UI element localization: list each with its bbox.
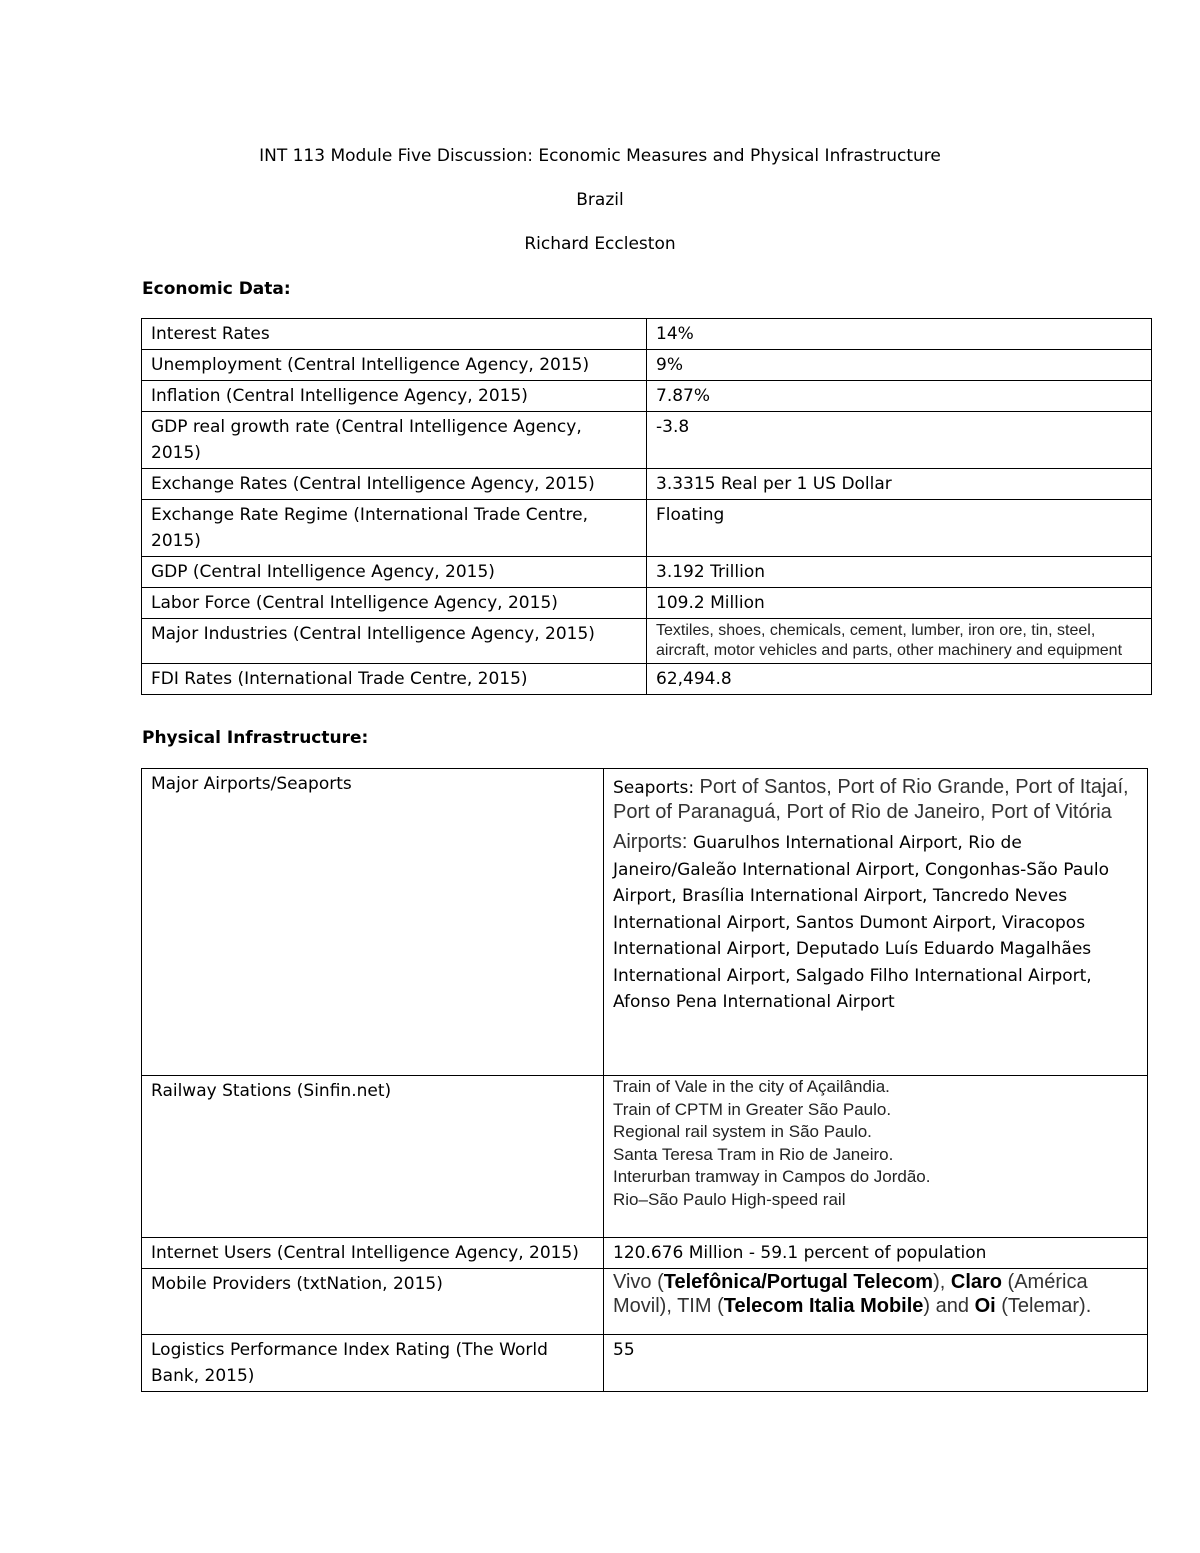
seaports-text: Port of Santos, Port of Rio Grande, Port of Itajaí, Port of Paranaguá, Port of Rio de Janeiro, Port of Vitória — [613, 776, 1129, 823]
row-value: 9% — [647, 350, 1152, 381]
table-row — [142, 500, 1152, 557]
row-value: Textiles, shoes, chemicals, cement, lumber, iron ore, tin, steel, aircraft, motor vehicles and parts, other machinery and equipment — [647, 619, 1152, 664]
row-label: Exchange Rate Regime (International Trade Centre, 2015) — [142, 500, 647, 557]
table-row — [142, 412, 1152, 469]
row-label: Major Industries (Central Intelligence Agency, 2015) — [142, 619, 647, 664]
row-value: 3.3315 Real per 1 US Dollar — [647, 469, 1152, 500]
row-label: Inflation (Central Intelligence Agency, 2015) — [142, 381, 647, 412]
table-row — [142, 469, 1152, 500]
table-row — [142, 381, 1152, 412]
mobile-brand: Claro — [950, 1271, 1002, 1293]
railway-item: Rio–São Paulo High-speed rail — [613, 1189, 846, 1209]
airports-paragraph — [613, 830, 1138, 1016]
table-row — [142, 319, 1152, 350]
row-label: GDP real growth rate (Central Intelligence Agency, 2015) — [142, 412, 647, 469]
row-label: Logistics Performance Index Rating (The World Bank, 2015) — [142, 1335, 604, 1392]
mobile-brand: Telecom Italia Mobile — [723, 1295, 924, 1317]
row-label: Railway Stations (Sinfin.net) — [142, 1076, 604, 1238]
table-row — [142, 350, 1152, 381]
mobile-text: (América Movil), TIM ( — [613, 1271, 1088, 1317]
table-row — [142, 769, 1148, 1076]
row-value: 120.676 Million - 59.1 percent of population — [604, 1238, 1148, 1269]
table-row — [142, 1269, 1148, 1335]
row-value: 55 — [604, 1335, 1148, 1392]
table-row — [142, 1335, 1148, 1392]
mobile-text: ) and — [923, 1295, 975, 1317]
row-value: Floating — [647, 500, 1152, 557]
row-value: 7.87% — [647, 381, 1152, 412]
row-label: FDI Rates (International Trade Centre, 2015) — [142, 664, 647, 695]
author-name: Richard Eccleston — [524, 234, 676, 254]
physical-infrastructure-heading: Physical Infrastructure: — [142, 728, 369, 748]
document-title: INT 113 Module Five Discussion: Economic Measures and Physical Infrastructure — [259, 146, 941, 166]
railway-item: Train of Vale in the city of Açailândia. — [613, 1077, 890, 1096]
row-label: Major Airports/Seaports — [142, 769, 604, 1076]
row-value: 109.2 Million — [647, 588, 1152, 619]
row-label: Internet Users (Central Intelligence Agency, 2015) — [142, 1238, 604, 1269]
table-row — [142, 664, 1152, 695]
row-label: Interest Rates — [142, 319, 647, 350]
row-label: Unemployment (Central Intelligence Agency, 2015) — [142, 350, 647, 381]
airports-text: Guarulhos International Airport, Rio de Janeiro/Galeão International Airport, Congonhas-São Paulo Airport, Brasília International Airport, Tancredo Neves International Airport, Santos Dumont Airport, Viracopos International Airport, Deputado Luís Eduardo Magalhães International Airport, Salgado Filho International Airport, Afonso Pena International Airport — [613, 833, 1110, 1012]
railway-item: Train of CPTM in Greater São Paulo. — [613, 1099, 892, 1119]
airports-prefix: Airports: — [613, 831, 694, 853]
row-value — [604, 769, 1148, 1076]
row-label: Exchange Rates (Central Intelligence Agency, 2015) — [142, 469, 647, 500]
row-value: 62,494.8 — [647, 664, 1152, 695]
railway-item: Regional rail system in São Paulo. — [613, 1122, 872, 1142]
table-row — [142, 557, 1152, 588]
table-row — [142, 588, 1152, 619]
country-name: Brazil — [576, 190, 624, 210]
mobile-brand: Oi — [974, 1295, 996, 1317]
infrastructure-table — [141, 768, 1148, 1392]
table-row — [142, 619, 1152, 664]
row-value — [604, 1076, 1148, 1238]
row-value — [604, 1269, 1148, 1335]
mobile-text: ), — [933, 1271, 951, 1293]
table-row — [142, 1076, 1148, 1238]
row-value: 3.192 Trillion — [647, 557, 1152, 588]
railway-item: Interurban tramway in Campos do Jordão. — [613, 1167, 931, 1187]
economic-data-heading: Economic Data: — [142, 279, 291, 299]
railway-item: Santa Teresa Tram in Rio de Janeiro. — [613, 1144, 894, 1164]
row-value: 14% — [647, 319, 1152, 350]
row-label: GDP (Central Intelligence Agency, 2015) — [142, 557, 647, 588]
mobile-brand: Telefônica/Portugal Telecom — [663, 1271, 934, 1293]
economic-data-table — [141, 318, 1152, 695]
row-value: -3.8 — [647, 412, 1152, 469]
mobile-text: (Telemar). — [995, 1295, 1092, 1317]
seaports-prefix: Seaports: — [613, 778, 700, 798]
row-label: Labor Force (Central Intelligence Agency, 2015) — [142, 588, 647, 619]
mobile-text: Vivo ( — [613, 1271, 664, 1293]
seaports-paragraph — [613, 775, 1138, 824]
table-row — [142, 1238, 1148, 1269]
row-label: Mobile Providers (txtNation, 2015) — [142, 1269, 604, 1335]
